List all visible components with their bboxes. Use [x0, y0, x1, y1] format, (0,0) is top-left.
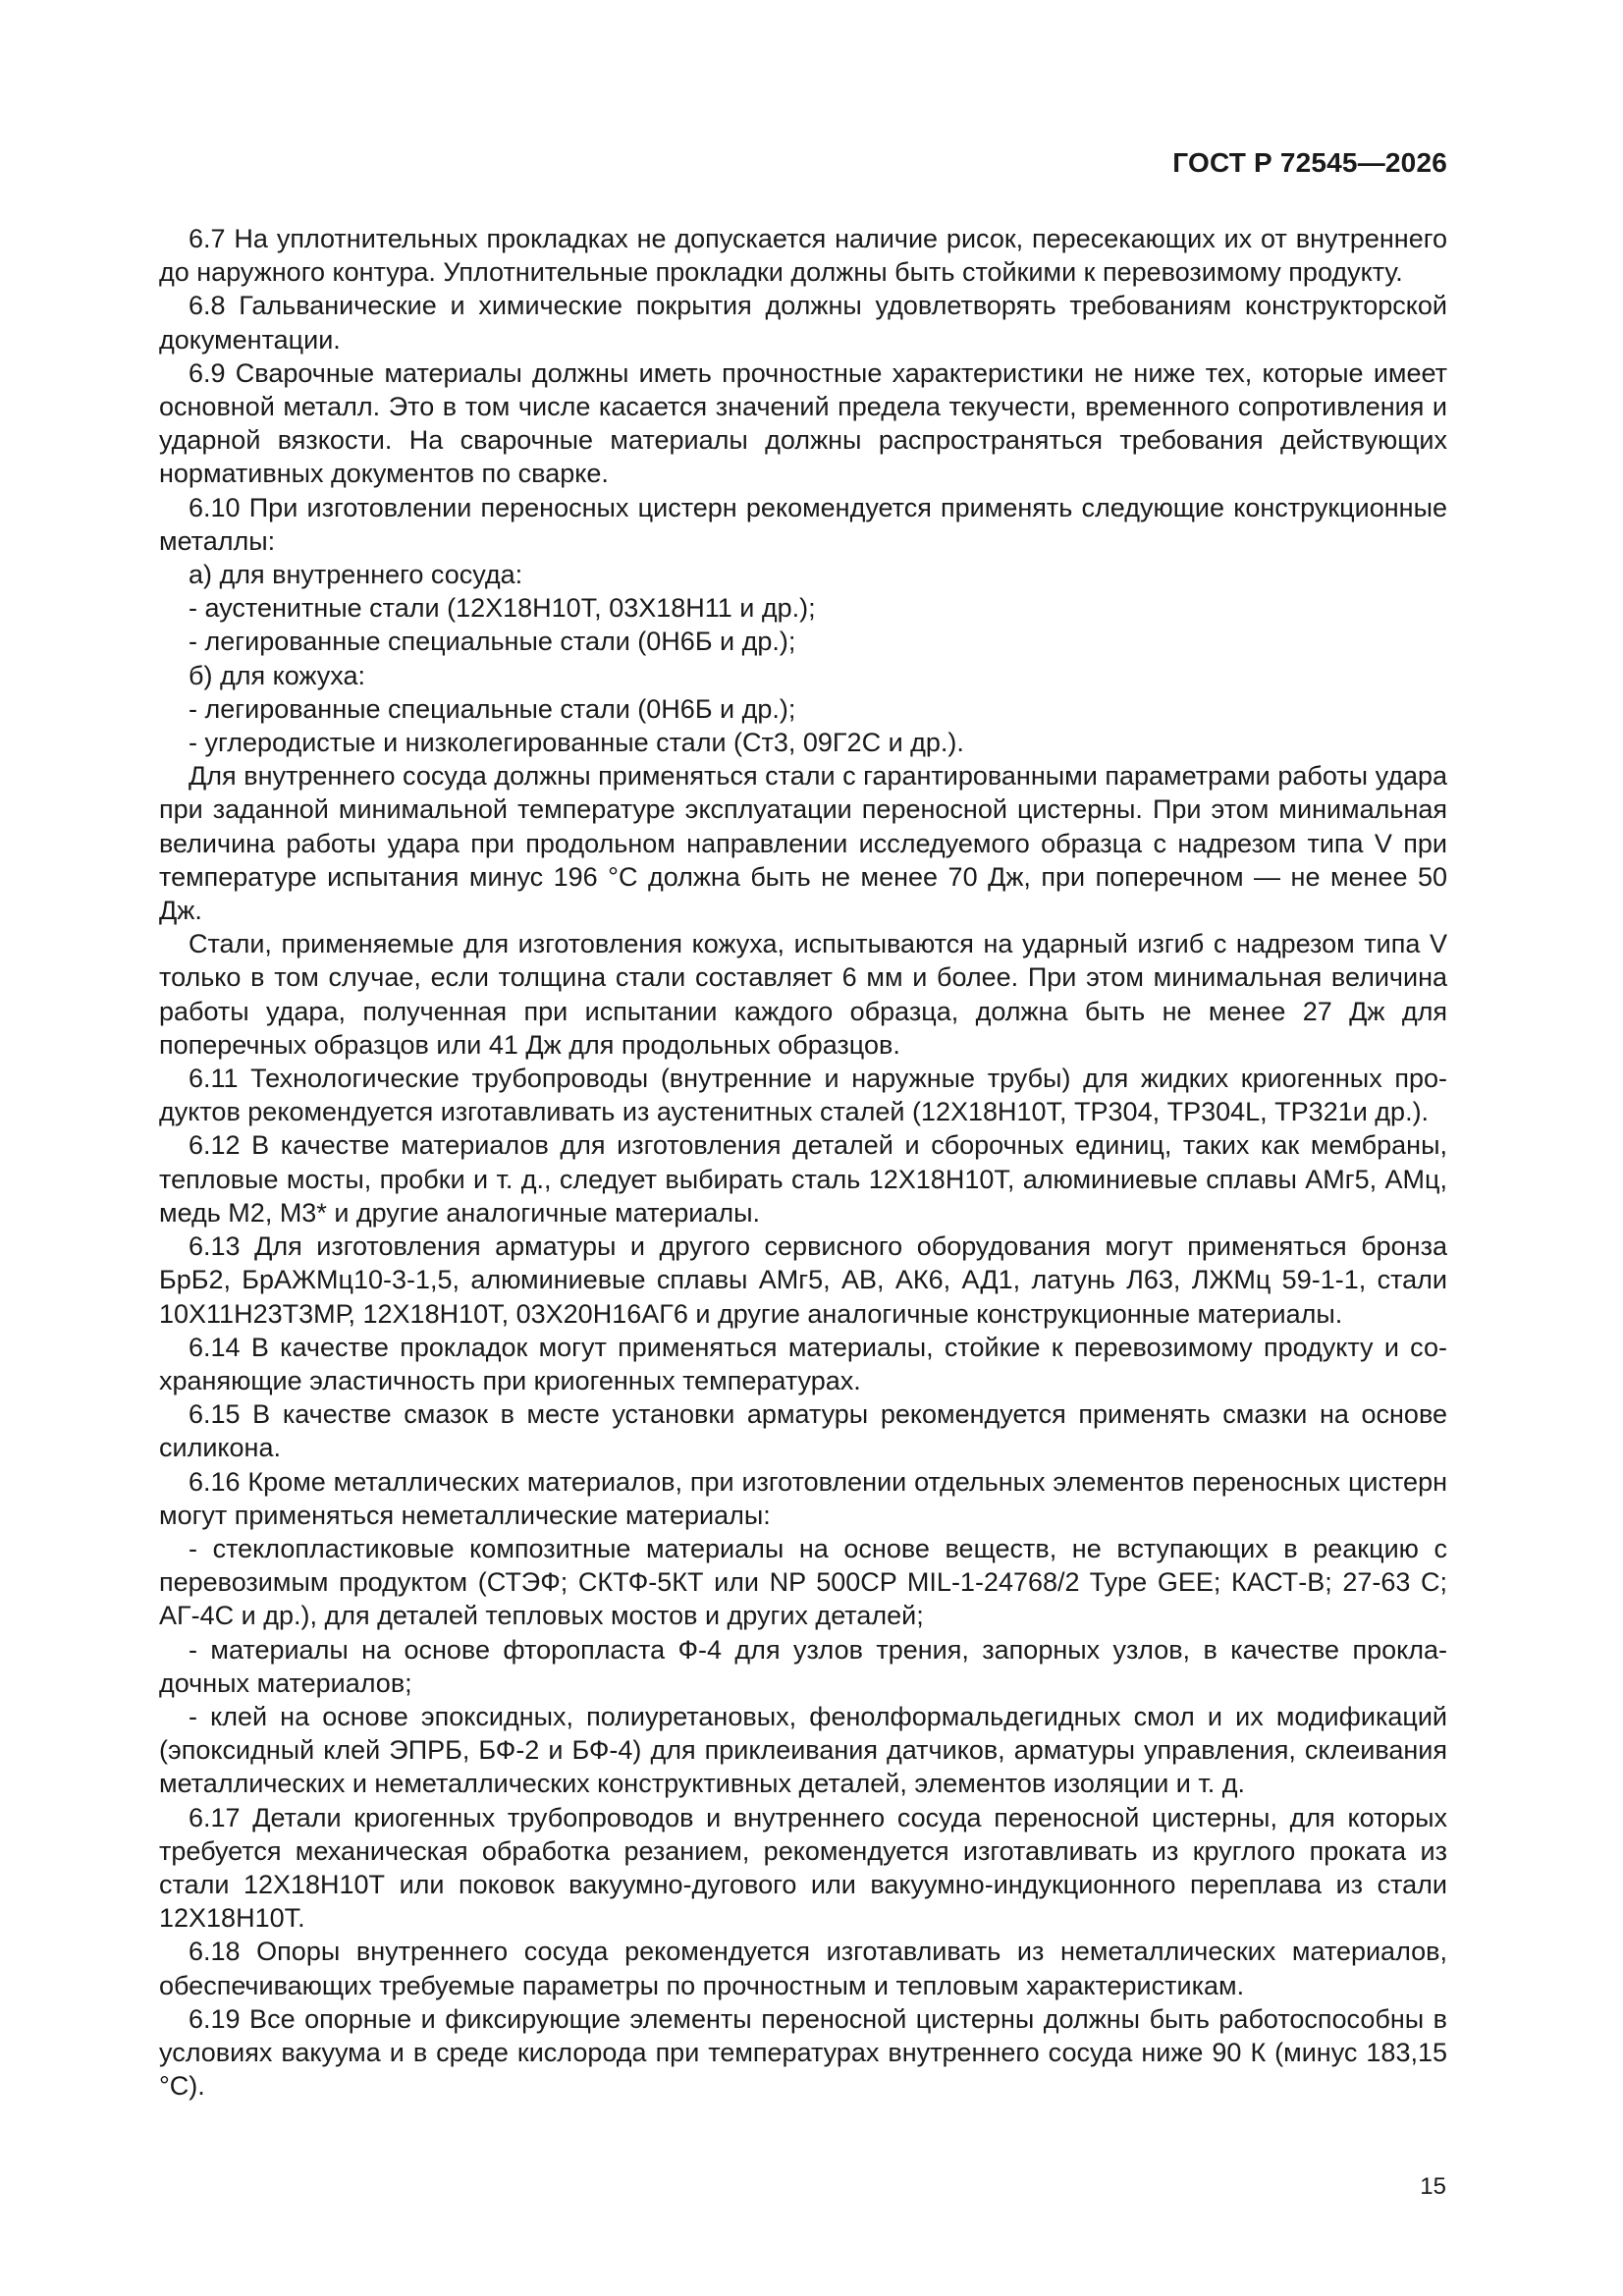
paragraph-6-15: 6.15 В качестве смазок в месте установки арматуры рекомендуется применять смазки на основе силикона.: [159, 1399, 1447, 1463]
paragraph-6-8: 6.8 Гальванические и химические покрытия должны удовлетворять требованиям конструкторской документации.: [159, 291, 1447, 355]
paragraph-6-11: 6.11 Технологические трубопроводы (внутренние и наружные трубы) для жидких криогенных продуктов рекомендуется изготавливать из аустенитных сталей (12Х18Н10Т, ТР304, ТР304L, ТР321и др.).: [159, 1064, 1447, 1127]
list-item: - легированные специальные стали (0Н6Б и др.);: [189, 627, 796, 657]
document-id-header: ГОСТ Р 72545—2026: [1172, 147, 1447, 178]
paragraph-6-9: 6.9 Сварочные материалы должны иметь прочностные характеристики не ниже тех, которые имеет основной металл. Это в том числе касается значений предела текучести, временного сопротивления и ударной вязкости. На сварочные материалы должны распространяться требования действующих нормативных документов по сварке.: [159, 357, 1447, 489]
paragraph-6-13: 6.13 Для изготовления арматуры и другого сервисного оборудования могут применяться бронза БрБ2, БрАЖМц10-3-1,5, алюминиевые сплавы АМг5, АВ, АК6, АД1, латунь Л63, ЛЖМц 59-1-1, стали 10Х11Н23Т3МР, 12Х18Н10Т, 03Х20Н16АГ6 и другие аналогичные конструкционные материалы.: [159, 1231, 1447, 1329]
list-item: - клей на основе эпоксидных, полиуретановых, фенолформальдегидных смол и их модификаций (эпоксидный клей ЭПРБ, БФ-2 и БФ-4) для приклеивания датчиков, арматуры управления, склеивания металлических и неметаллических конструктивных деталей, элементов изоляции и т. д.: [159, 1701, 1447, 1799]
page-number: 15: [1420, 2173, 1446, 2200]
paragraph-jacket-steel: Стали, применяемые для изготовления кожуха, испытываются на ударный изгиб с надрезом типа V только в том случае, если толщина стали составляет 6 мм и более. При этом минимальная величина работы удара, полученная при испытании каждого образца, должна быть не менее 27 Дж для поперечных образцов или 41 Дж для продольных образцов.: [159, 929, 1447, 1060]
list-item: б) для кожуха:: [189, 660, 365, 690]
list-item: - стеклопластиковые композитные материалы на основе веществ, не вступающих в реакцию с перевозимым продуктом (СТЭФ; СКТФ-5КТ или NP 500CP MIL-1-24768/2 Type GEE; КАСТ-В; 27-63 С; АГ-4С и др.), для деталей тепловых мостов и других деталей;: [159, 1533, 1447, 1631]
list-item: - аустенитные стали (12Х18Н10Т, 03Х18Н11 и др.);: [189, 593, 816, 624]
paragraph-6-18: 6.18 Опоры внутреннего сосуда рекомендуется изготавливать из неметаллических материалов, обеспечивающих требуемые параметры по прочностным и тепловым характеристикам.: [159, 1937, 1447, 2000]
document-body: [159, 222, 1447, 2103]
paragraph-6-7: 6.7 На уплотнительных прокладках не допускается наличие рисок, пересекающих их от внутреннего до наружного контура. Уплотнительные прокладки должны быть стойкими к перевозимому продукту.: [159, 224, 1447, 288]
list-item: - легированные специальные стали (0Н6Б и др.);: [189, 693, 796, 724]
paragraph-6-16: 6.16 Кроме металлических материалов, при изготовлении отдельных элементов переносных цистерн могут применяться неметаллические материалы:: [159, 1466, 1447, 1530]
list-item: - углеродистые и низколегированные стали (Ст3, 09Г2С и др.).: [189, 728, 964, 758]
paragraph-inner-vessel-steel: Для внутреннего сосуда должны применяться стали с гарантированными параметрами работы удара при заданной минимальной температуре эксплуатации переносной цистерны. При этом минимальная величина работы удара при продольном направлении исследуемого образца с надрезом типа V при температуре испытания минус 196 °С должна быть не менее 70 Дж, при поперечном — не менее 50 Дж.: [159, 761, 1447, 926]
paragraph-6-10: 6.10 При изготовлении переносных цистерн рекомендуется применять следующие конструкционные металлы:: [159, 492, 1447, 556]
paragraph-6-14: 6.14 В качестве прокладок могут применяться материалы, стойкие к перевозимому продукту и сохраняющие эластичность при криогенных температурах.: [159, 1332, 1447, 1395]
list-item: а) для внутреннего сосуда:: [189, 560, 523, 590]
paragraph-6-12: 6.12 В качестве материалов для изготовления деталей и сборочных единиц, таких как мембраны, тепловые мосты, пробки и т. д., следует выбирать сталь 12Х18Н10Т, алюминиевые сплавы АМг5, АМц, медь М2, М3* и другие аналогичные материалы.: [159, 1130, 1447, 1228]
list-item: - материалы на основе фторопласта Ф-4 для узлов трения, запорных узлов, в качестве прокладочных материалов;: [159, 1634, 1447, 1698]
paragraph-6-17: 6.17 Детали криогенных трубопроводов и внутреннего сосуда переносной цистерны, для которых требуется механическая обработка резанием, рекомендуется изготавливать из круглого проката из стали 12Х18Н10Т или поковок вакуумно-дугового или вакуумно-индукционного переплава из стали 12Х18Н10Т.: [159, 1802, 1447, 1934]
paragraph-6-19: 6.19 Все опорные и фиксирующие элементы переносной цистерны должны быть работоспособны в условиях вакуума и в среде кислорода при температурах внутреннего сосуда ниже 90 К (минус 183,15 °С).: [159, 2003, 1447, 2102]
